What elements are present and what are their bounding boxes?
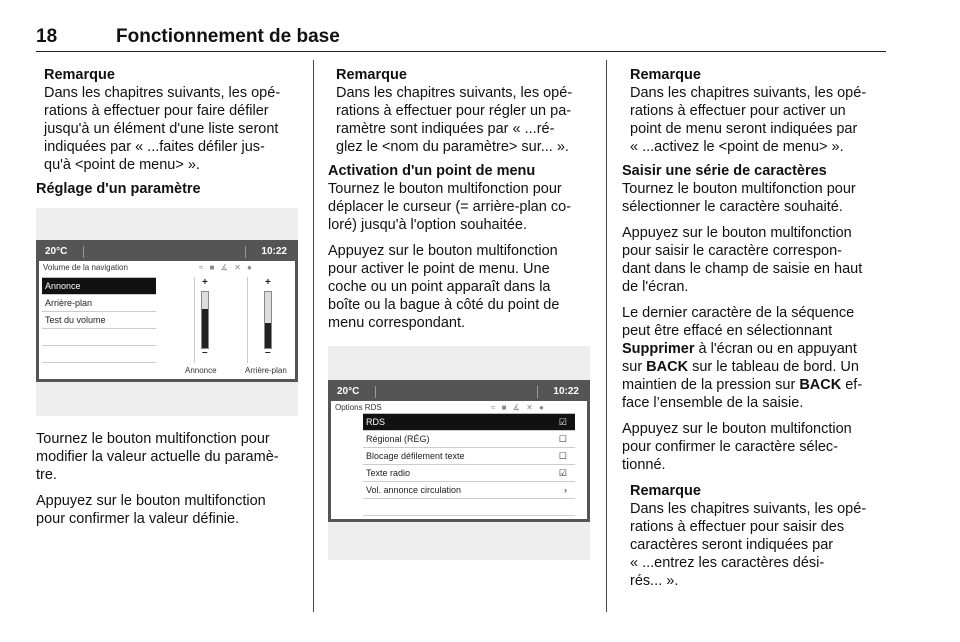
remark-line: rations à effectuer pour régler un pa- <box>336 103 572 119</box>
column-divider-2 <box>606 60 607 612</box>
screenshot-rds-options <box>328 346 590 560</box>
paragraph-move-cursor: Tournez le bouton multifonction pour déplacer le curseur (= arrière-plan co- loré) jusqu'à l'option souhaitée. <box>328 181 571 233</box>
menu-item-empty <box>42 329 156 346</box>
checkbox-checked-icon: ☑ <box>558 468 567 478</box>
temperature-readout: 20°C <box>337 386 360 397</box>
remark-line: rations à effectuer pour activer un <box>630 103 846 119</box>
column-1 <box>36 66 298 536</box>
header-rule <box>36 51 886 52</box>
remark-title: Remarque <box>336 67 407 83</box>
term-back: BACK <box>799 377 842 393</box>
column-divider-1 <box>313 60 314 612</box>
screen-subtitle: Options RDS <box>335 403 382 412</box>
screen-status-bar <box>39 243 295 261</box>
slider-label-annonce: Annonce <box>185 366 217 375</box>
column-2 <box>328 66 590 560</box>
remark-title: Remarque <box>630 67 701 83</box>
remark-line: glez le <nom du paramètre> sur... ». <box>336 139 569 155</box>
term-supprimer: Supprimer <box>622 341 695 357</box>
remark-line: caractères seront indiquées par <box>630 537 834 553</box>
minus-icon: – <box>202 347 208 358</box>
checkbox-checked-icon: ☑ <box>558 417 567 427</box>
temperature-readout: 20°C <box>45 246 68 257</box>
section-heading-parameter: Réglage d'un paramètre <box>36 181 201 197</box>
section-heading-characters: Saisir une série de caractères <box>622 163 827 179</box>
slider-fill <box>202 309 208 348</box>
clock-readout: 10:22 <box>261 246 287 257</box>
status-icons: ≈ ■ ∡ ✕ ● <box>491 403 546 412</box>
paragraph-turn-knob: Tournez le bouton multifonction pour modifier la valeur actuelle du paramè- tre. <box>36 431 279 483</box>
section-heading-activation: Activation d'un point de menu <box>328 163 536 179</box>
term-back: BACK <box>646 359 689 375</box>
remark-line: rés... ». <box>630 573 679 589</box>
remark-line: indiquées par « ...faites défiler jus- <box>44 139 265 155</box>
remark-line: Dans les chapitres suivants, les opé- <box>630 85 867 101</box>
remark-activate <box>630 66 886 156</box>
screen-subtitle: Volume de la navigation <box>43 263 128 272</box>
remark-line: rations à effectuer pour faire défiler <box>44 103 269 119</box>
remark-line: Dans les chapitres suivants, les opé- <box>44 85 281 101</box>
menu-item-annonce[interactable]: Annonce <box>42 278 156 295</box>
menu-item-rds[interactable]: RDS ☑ <box>363 414 575 431</box>
menu-item-empty <box>363 499 575 516</box>
remark-enter-chars <box>630 482 886 590</box>
plus-icon: + <box>202 277 208 288</box>
remark-title: Remarque <box>44 67 115 83</box>
page-header <box>36 26 886 52</box>
rds-menu-list <box>363 413 575 516</box>
column-3 <box>622 66 886 596</box>
remark-line: ramètre sont indiquées par « ...ré- <box>336 121 555 137</box>
checkbox-unchecked-icon: ☐ <box>558 451 567 461</box>
slider-arriere-plan[interactable] <box>264 291 272 349</box>
remark-line: « ...activez le <point de menu> ». <box>630 139 844 155</box>
paragraph-confirm-char: Appuyez sur le bouton multifonction pour confirmer le caractère sélec- tionné. <box>622 421 852 473</box>
volume-menu-list <box>42 277 156 363</box>
remark-scroll <box>44 66 298 174</box>
remark-line: Dans les chapitres suivants, les opé- <box>630 501 867 517</box>
remark-parameter <box>336 66 590 156</box>
chevron-right-icon: › <box>564 485 567 495</box>
screen-frame <box>328 380 590 522</box>
plus-icon: + <box>265 277 271 288</box>
remark-title: Remarque <box>630 483 701 499</box>
paragraph-activate: Appuyez sur le bouton multifonction pour activer le point de menu. Une coche ou un point apparaît dans la boîte ou la bague à côté du point de menu correspondant. <box>328 243 560 331</box>
menu-item-regional[interactable]: Régional (RÉG) ☐ <box>363 431 575 448</box>
screenshot-volume <box>36 208 298 416</box>
slider-annonce[interactable] <box>201 291 209 349</box>
slider-fill <box>265 323 271 348</box>
page-title: Fonctionnement de base <box>116 26 340 47</box>
minus-icon: – <box>265 347 271 358</box>
page-number: 18 <box>36 26 58 47</box>
status-icons: ≈ ■ ∡ ✕ ● <box>199 263 254 272</box>
remark-line: rations à effectuer pour saisir des <box>630 519 845 535</box>
menu-item-test-volume[interactable]: Test du volume <box>42 312 156 329</box>
remark-line: point de menu seront indiquées par <box>630 121 858 137</box>
remark-line: « ...entrez les caractères dési- <box>630 555 825 571</box>
remark-line: jusqu'à un élément d'une liste seront <box>44 121 279 137</box>
paragraph-delete-char: Le dernier caractère de la séquence peut être effacé en sélectionnant Supprimer à l'écran ou en appuyant sur BACK sur le tableau de bord. Un maintien de la pression sur BACK ef- face l’ensemble de la saisie. <box>622 305 863 411</box>
menu-item-blocage[interactable]: Blocage défilement texte ☐ <box>363 448 575 465</box>
menu-item-texte-radio[interactable]: Texte radio ☑ <box>363 465 575 482</box>
menu-item-arriere-plan[interactable]: Arrière-plan <box>42 295 156 312</box>
checkbox-unchecked-icon: ☐ <box>558 434 567 444</box>
remark-line: qu'à <point de menu> ». <box>44 157 200 173</box>
slider-label-arriere-plan: Arrière-plan <box>245 366 287 375</box>
remark-line: Dans les chapitres suivants, les opé- <box>336 85 573 101</box>
paragraph-enter-char: Appuyez sur le bouton multifonction pour saisir le caractère correspon- dant dans le champ de saisie en haut de l'écran. <box>622 225 863 295</box>
paragraph-select-char: Tournez le bouton multifonction pour sélectionner le caractère souhaité. <box>622 181 856 215</box>
menu-item-empty <box>42 346 156 363</box>
clock-readout: 10:22 <box>553 386 579 397</box>
screen-frame <box>36 240 298 382</box>
menu-item-vol-annonce[interactable]: Vol. annonce circulation › <box>363 482 575 499</box>
paragraph-confirm: Appuyez sur le bouton multifonction pour confirmer la valeur définie. <box>36 493 266 527</box>
screen-status-bar <box>331 383 587 401</box>
